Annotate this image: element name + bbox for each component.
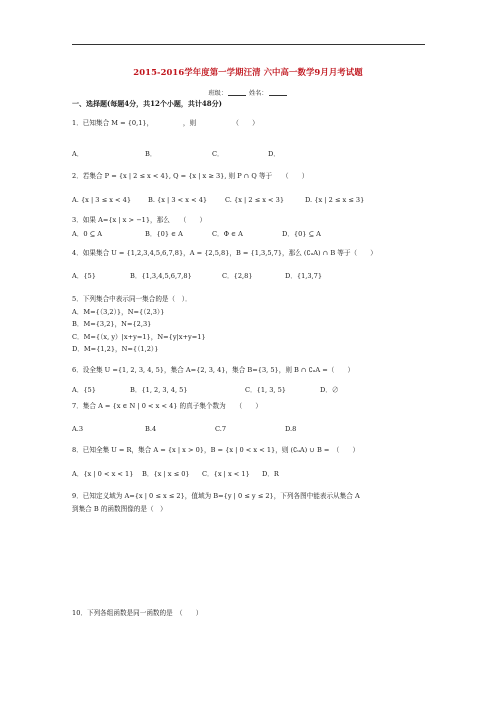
question-2-stem: 2．若集合 P = {x | 2 ≤ x < 4}, Q = {x | x ≥ 3}, 则 P ∩ Q 等于 （ ） — [72, 172, 309, 180]
q1-option-c: C． — [212, 150, 224, 158]
question-10-stem: 10．下列各组函数是同一函数的是 （ ） — [72, 609, 203, 617]
q2-option-b: B. {x | 3 < x < 4} — [148, 196, 208, 204]
q7-option-d: D.8 — [285, 425, 297, 433]
question-5-stem: 5．下列集合中表示同一集合的是（ ）． — [72, 295, 192, 303]
q5-option-c: C．M={（x, y）|x+y=1}，N={y|x+y=1} — [72, 333, 206, 341]
q4-option-d: D．{1,3,7} — [285, 272, 323, 280]
name-blank[interactable] — [269, 89, 287, 96]
q2-option-c: C. {x | 2 ≤ x < 3} — [225, 196, 285, 204]
q3-option-d: D．{0} ⊆ A — [282, 230, 321, 238]
q1-option-b: B． — [145, 150, 157, 158]
question-6-stem: 6．设全集 U ={1, 2, 3, 4, 5}，集合 A={2, 3, 4}，集合 B={3, 5}，则 B ∩ ∁ᵤA =（ ） — [72, 366, 355, 374]
question-9-stem: 9．已知定义域为 A={x | 0 ≤ x ≤ 2}，值域为 B={y | 0 ≤ y ≤ 2}，下列各图中能表示从集合 A — [72, 492, 360, 500]
q4-option-a: A．{5} — [72, 272, 96, 280]
q4-option-b: B．{1,3,4,5,6,7,8} — [130, 272, 192, 280]
q3-option-a: A．0 ⊆ A — [72, 230, 103, 238]
q6-option-b: B．{1, 2, 3, 4, 5} — [130, 386, 188, 394]
q7-option-c: C.7 — [215, 425, 227, 433]
question-1-stem: 1．已知集合 M = {0,1}， ，则 （ ） — [72, 119, 259, 127]
q6-option-c: C．{1, 3, 5} — [245, 386, 286, 394]
q3-option-b: B．{0} ∈ A — [145, 230, 183, 238]
student-info — [0, 88, 496, 97]
exam-title: 2015-2016学年度第一学期汪清 六中高一数学9月月考试题 — [133, 67, 363, 77]
q8-option-a: A．{x | 0 < x < 1} — [72, 470, 134, 478]
q8-option-c: C．{x | x < 1} — [202, 470, 250, 478]
q2-option-a: A. {x | 3 ≤ x < 4} — [72, 196, 132, 204]
q7-option-b: B.4 — [145, 425, 157, 433]
q3-option-c: C．Φ ∈ A — [212, 230, 243, 238]
question-9-stem-continued: 到集合 B 的函数图像的是（ ） — [72, 505, 167, 513]
class-blank[interactable] — [228, 89, 246, 96]
name-label: 姓名： — [248, 90, 268, 97]
q4-option-c: C．{2,8} — [222, 272, 253, 280]
q6-option-a: A．{5} — [72, 386, 96, 394]
section-heading: 一、选择题(每题4分，共12个小题，共计48分) — [72, 99, 222, 108]
q5-option-a: A．M={（3,2）}，N={（2,3）} — [72, 308, 165, 316]
question-8-stem: 8．已知全集 U = R，集合 A = {x | x > 0}，B = {x | 0 < x < 1}，则 (∁ᵤA) ∪ B = （ ） — [72, 446, 360, 454]
q2-option-d: D. {x | 2 ≤ x ≤ 3} — [305, 196, 365, 204]
question-7-stem: 7．集合 A = {x ∈ N | 0 < x < 4} 的真子集个数为 （ ） — [72, 402, 262, 410]
question-4-stem: 4．如果集合 U = {1,2,3,4,5,6,7,8}，A = {2,5,8}，B = {1,3,5,7}，那么 (∁ᵤA) ∩ B 等于（ ） — [72, 249, 377, 257]
q5-option-b: B．M={3,2}，N={2,3} — [72, 320, 152, 328]
q1-option-a: A． — [72, 150, 84, 158]
q6-option-d: D．∅ — [320, 386, 339, 394]
q1-option-d: D． — [268, 150, 280, 158]
question-3-stem: 3．如果 A={x | x > −1}，那么 （ ） — [72, 216, 207, 224]
q8-option-b: B．{x | x ≤ 0} — [142, 470, 190, 478]
header-rule — [72, 44, 425, 45]
q5-option-d: D．M={1,2}，N={（1,2）} — [72, 345, 159, 353]
q8-option-d: D．R — [262, 470, 279, 478]
q7-option-a: A.3 — [72, 425, 84, 433]
class-label: 班级： — [208, 90, 228, 97]
